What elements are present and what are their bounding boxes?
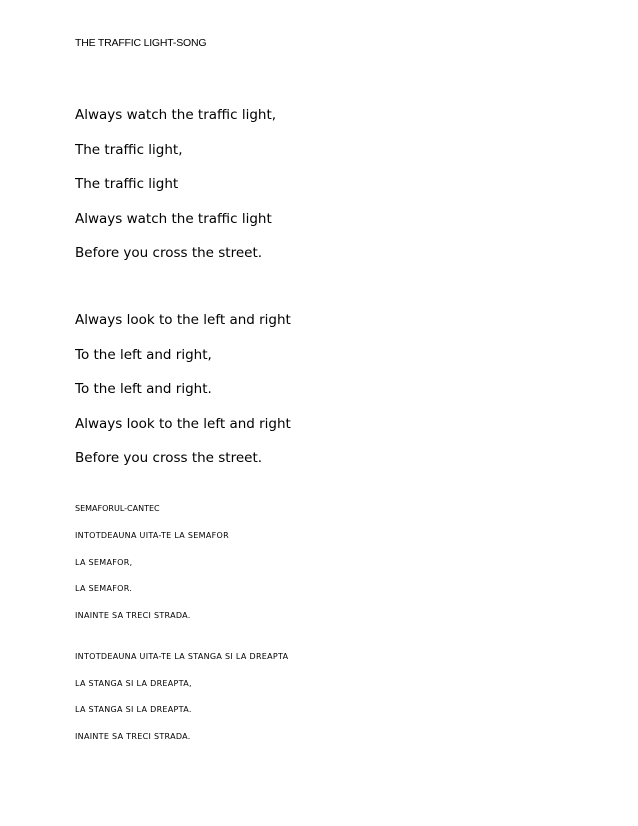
romanian-verse-2 (75, 651, 288, 757)
lyric-line: Always look to the left and right (75, 312, 291, 328)
lyric-line: Before you cross the street. (75, 450, 263, 466)
romanian-verse-1 (75, 530, 229, 636)
lyric-line: INAINTE SA TRECI STRADA. (75, 731, 191, 741)
lyric-line: To the left and right. (75, 381, 212, 397)
lyric-line: The traffic light, (75, 141, 183, 158)
lyric-line: INTOTDEAUNA UITA-TE LA STANGA SI LA DREAPTA (75, 652, 289, 661)
english-verse-1 (75, 107, 276, 280)
lyric-line: LA STANGA SI LA DREAPTA, (75, 678, 192, 688)
lyric-line: Before you cross the street. (75, 245, 263, 261)
lyric-line: LA STANGA SI LA DREAPTA. (75, 705, 192, 714)
lyric-line: To the left and right, (75, 346, 212, 363)
lyric-line: LA SEMAFOR. (75, 584, 133, 593)
english-verse-2 (75, 312, 291, 485)
lyric-line: LA SEMAFOR, (75, 557, 133, 567)
lyric-line: INAINTE SA TRECI STRADA. (75, 610, 191, 620)
lyric-line: INTOTDEAUNA UITA-TE LA SEMAFOR (75, 531, 229, 540)
lyric-line: Always watch the traffic light (75, 210, 272, 227)
document-title: THE TRAFFIC LIGHT-SONG (75, 37, 207, 49)
lyric-line: Always watch the traffic light, (75, 107, 277, 123)
lyric-line: The traffic light (75, 176, 179, 192)
romanian-title: SEMAFORUL-CANTEC (75, 504, 160, 513)
lyric-line: Always look to the left and right (75, 415, 291, 432)
